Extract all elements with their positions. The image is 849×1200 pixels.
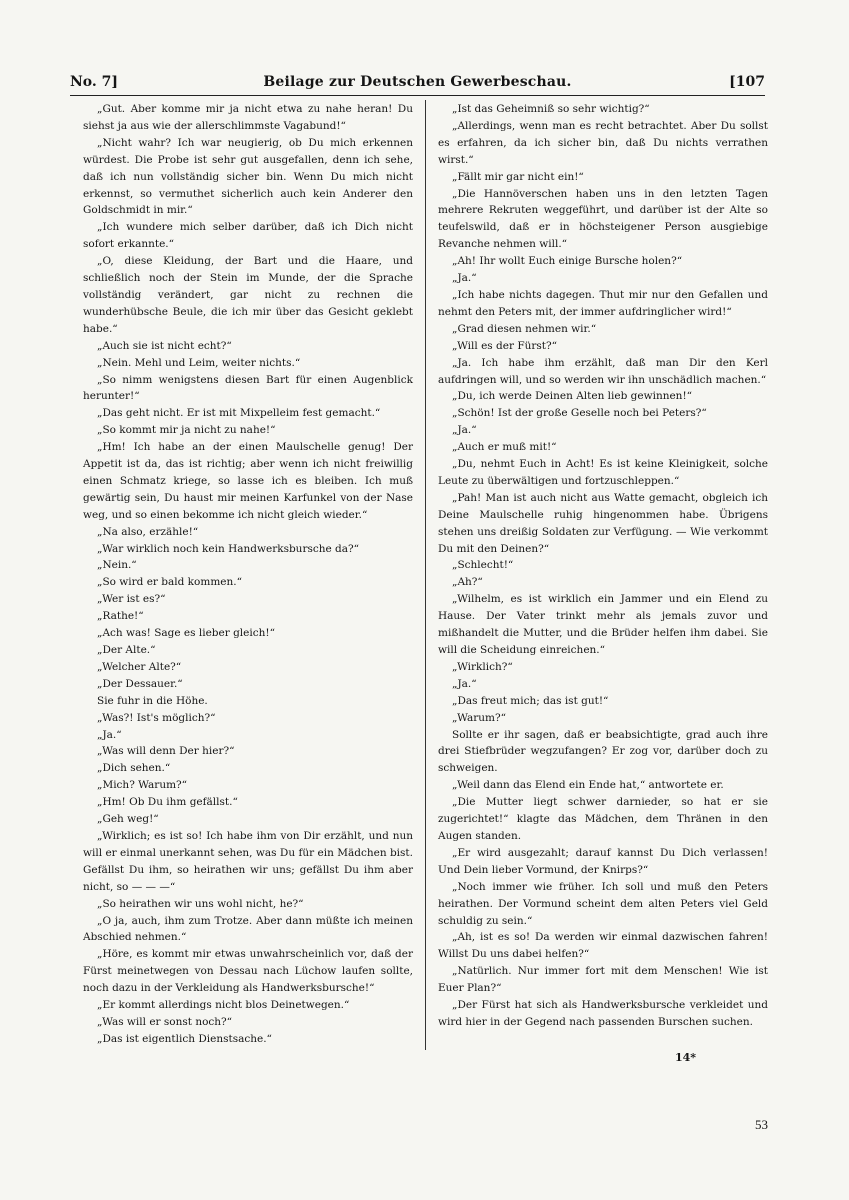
- paragraph: „Ja.“: [452, 677, 477, 690]
- paragraph: „Schlecht!“: [452, 559, 514, 572]
- paragraph: „Dich sehen.“: [97, 762, 171, 775]
- paragraph: „Hm! Ob Du ihm gefällst.“: [97, 796, 238, 809]
- paragraph: „Das geht nicht. Er ist mit Mixpelleim fest gemacht.“: [97, 407, 381, 420]
- paragraph: „Geh weg!“: [97, 813, 159, 826]
- column-divider: [425, 100, 426, 1050]
- paragraph: „Ich habe nichts dagegen. Thut mir nur den Gefallen und nehmt den Peters mit, der immer aufdringlicher wird!“: [438, 288, 768, 318]
- paragraph: „Nein. Mehl und Leim, weiter nichts.“: [97, 356, 301, 369]
- paragraph: „Ja.“: [452, 272, 477, 285]
- paragraph: „Nein.“: [97, 559, 137, 572]
- paragraph: „Natürlich. Nur immer fort mit dem Menschen! Wie ist Euer Plan?“: [438, 965, 768, 995]
- paragraph: „So nimm wenigstens diesen Bart für einen Augenblick herunter!“: [83, 373, 413, 403]
- paragraph: „Höre, es kommt mir etwas unwahrscheinlich vor, daß der Fürst meinetwegen von Dessau nach Lüchow laufen sollte, noch dazu in der Verkleidung als Handwerksbursche!“: [83, 948, 413, 995]
- page-header: [70, 74, 765, 94]
- paragraph: „Pah! Man ist auch nicht aus Watte gemacht, obgleich ich Deine Maulschelle ruhig hingenommen habe. Übrigens stehen uns dreißig Soldaten zur Verfügung. — Wie verkommt Du mit den Deinen?“: [438, 491, 768, 555]
- paragraph: „Fällt mir gar nicht ein!“: [452, 170, 584, 183]
- paragraph: „Nicht wahr? Ich war neugierig, ob Du mich erkennen würdest. Die Probe ist sehr gut ausgefallen, denn ich sehe, daß ich nun vollständig sicher bin. Wenn Du mich nicht erkennst, so vermuthet sicherlich auch kein Anderer den Goldschmidt in mir.“: [83, 136, 413, 217]
- paragraph: „So heirathen wir uns wohl nicht, he?“: [97, 897, 304, 910]
- paragraph: „Ah, ist es so! Da werden wir einmal dazwischen fahren! Willst Du uns dabei helfen?“: [438, 931, 768, 961]
- paragraph: „Du, ich werde Deinen Alten lieb gewinnen!“: [452, 390, 693, 403]
- paragraph: „Weil dann das Elend ein Ende hat,“ antwortete er.: [452, 779, 724, 792]
- paragraph: „Warum?“: [452, 711, 506, 724]
- paragraph: „Du, nehmt Euch in Acht! Es ist keine Kleinigkeit, solche Leute zu überwältigen und fortzuschleppen.“: [438, 458, 768, 487]
- paragraph: „Die Hannöverschen haben uns in den letzten Tagen mehrere Rekruten weggeführt, und darüber ist der Alte so teufelswild, daß er in höchsteigener Person ausgiebige Revanche nehmen will.“: [438, 187, 768, 251]
- paragraph: „Der Fürst hat sich als Handwerksbursche verkleidet und wird hier in der Gegend nach passenden Burschen suchen.: [438, 999, 768, 1028]
- paragraph: „Grad diesen nehmen wir.“: [452, 322, 597, 335]
- paragraph: „Ist das Geheimniß so sehr wichtig?“: [452, 103, 650, 115]
- paragraph: „O, diese Kleidung, der Bart und die Haare, und schließlich noch der Stein im Munde, der die Sprache vollständig verändert, gar nicht zu rechnen die wunderhübsche Beule, die ich mir über das Gesicht geklebt habe.“: [83, 255, 413, 335]
- paragraph: „Noch immer wie früher. Ich soll und muß den Peters heirathen. Der Vormund scheint dem alten Peters viel Geld schuldig zu sein.“: [438, 880, 768, 927]
- paragraph: „Will es der Fürst?“: [452, 339, 557, 352]
- paragraph: „Auch sie ist nicht echt?“: [97, 339, 232, 352]
- paragraph: „Das ist eigentlich Dienstsache.“: [97, 1032, 272, 1045]
- left-text-column: [83, 101, 413, 1048]
- paragraph: „Ach was! Sage es lieber gleich!“: [97, 627, 275, 640]
- paragraph: „Das freut mich; das ist gut!“: [452, 694, 609, 707]
- right-text-column: [438, 101, 768, 1031]
- paragraph: „Wirklich; es ist so! Ich habe ihm von Dir erzählt, und nun will er einmal unerkannt sehen, was Du für ein Mädchen bist. Gefällst Du ihm, so heirathen wir uns; gefällst Du ihm aber nicht, so — — —“: [83, 829, 413, 893]
- paragraph: „Auch er muß mit!“: [452, 441, 557, 454]
- paragraph: „Ah?“: [452, 576, 483, 589]
- page-number: 53: [755, 1117, 768, 1132]
- paragraph: „Ah! Ihr wollt Euch einige Bursche holen?“: [452, 255, 683, 268]
- paragraph: „So wird er bald kommen.“: [97, 576, 242, 589]
- paragraph: „Allerdings, wenn man es recht betrachtet. Aber Du sollst es erfahren, da ich sicher bin, daß Du nichts verrathen wirst.“: [438, 119, 768, 166]
- paragraph: „Wilhelm, es ist wirklich ein Jammer und ein Elend zu Hause. Der Vater trinkt mehr als jemals zuvor und mißhandelt die Mutter, und die Brüder helfen ihm dabei. Sie will die Scheidung einreichen.“: [438, 593, 768, 656]
- paragraph: „Der Alte.“: [97, 644, 156, 656]
- paragraph: Sie fuhr in die Höhe.: [97, 694, 208, 707]
- paragraph: „Er kommt allerdings nicht blos Deinetwegen.“: [97, 999, 350, 1012]
- paragraph: „Ja. Ich habe ihm erzählt, daß man Dir den Kerl aufdringen will, und so werden wir ihn unschädlich machen.“: [438, 356, 768, 386]
- header-rule: [70, 95, 765, 96]
- paragraph: „Hm! Ich habe an der einen Maulschelle genug! Der Appetit ist da, das ist richtig; aber wenn ich nicht freiwillig einen Schmatz kriege, so lasse ich es bleiben. Ich muß gewärtig sein, Du haust mir meinen Karfunkel von der Nase weg, und so einen bekomme ich nicht gleich wieder.“: [83, 441, 413, 521]
- paragraph: „Was will er sonst noch?“: [97, 1015, 233, 1028]
- paragraph: „War wirklich noch kein Handwerksbursche da?“: [97, 542, 360, 555]
- paragraph: „Was?! Ist's möglich?“: [97, 711, 216, 724]
- publication-title: Beilage zur Deutschen Gewerbeschau.: [263, 74, 572, 90]
- paragraph: „Welcher Alte?“: [97, 660, 182, 673]
- paragraph: Sollte er ihr sagen, daß er beabsichtigte, grad auch ihre drei Stiefbrüder wegzufangen? Er zog vor, darüber doch zu schweigen.: [438, 728, 768, 775]
- paragraph: „Ja.“: [452, 424, 477, 437]
- paragraph: „Rathe!“: [97, 610, 144, 623]
- paragraph: „Wer ist es?“: [97, 593, 166, 606]
- paragraph: „Mich? Warum?“: [97, 779, 188, 792]
- paragraph: „Schön! Ist der große Geselle noch bei Peters?“: [452, 407, 707, 420]
- paragraph: „Ja.“: [97, 728, 122, 741]
- paragraph: „Der Dessauer.“: [97, 677, 183, 690]
- paragraph: „Was will denn Der hier?“: [97, 745, 235, 758]
- paragraph: „Wirklich?“: [452, 660, 513, 673]
- paragraph: „Gut. Aber komme mir ja nicht etwa zu nahe heran! Du siehst ja aus wie der allerschlimmste Vagabund!“: [83, 103, 413, 132]
- paragraph: „O ja, auch, ihm zum Trotze. Aber dann müßte ich meinen Abschied nehmen.“: [83, 914, 413, 944]
- paragraph: „So kommt mir ja nicht zu nahe!“: [97, 424, 276, 437]
- paragraph: „Na also, erzähle!“: [97, 525, 199, 538]
- issue-number: No. 7]: [70, 74, 119, 90]
- header-page-number: [107: [729, 74, 765, 90]
- paragraph: „Er wird ausgezahlt; darauf kannst Du Dich verlassen! Und Dein lieber Vormund, der Knirps?“: [438, 846, 768, 876]
- paragraph: „Ich wundere mich selber darüber, daß ich Dich nicht sofort erkannte.“: [83, 221, 413, 251]
- printer-signature: 14*: [675, 1051, 697, 1064]
- paragraph: „Die Mutter liegt schwer darnieder, so hat er sie zugerichtet!“ klagte das Mädchen, dem Thränen in den Augen standen.: [438, 796, 768, 842]
